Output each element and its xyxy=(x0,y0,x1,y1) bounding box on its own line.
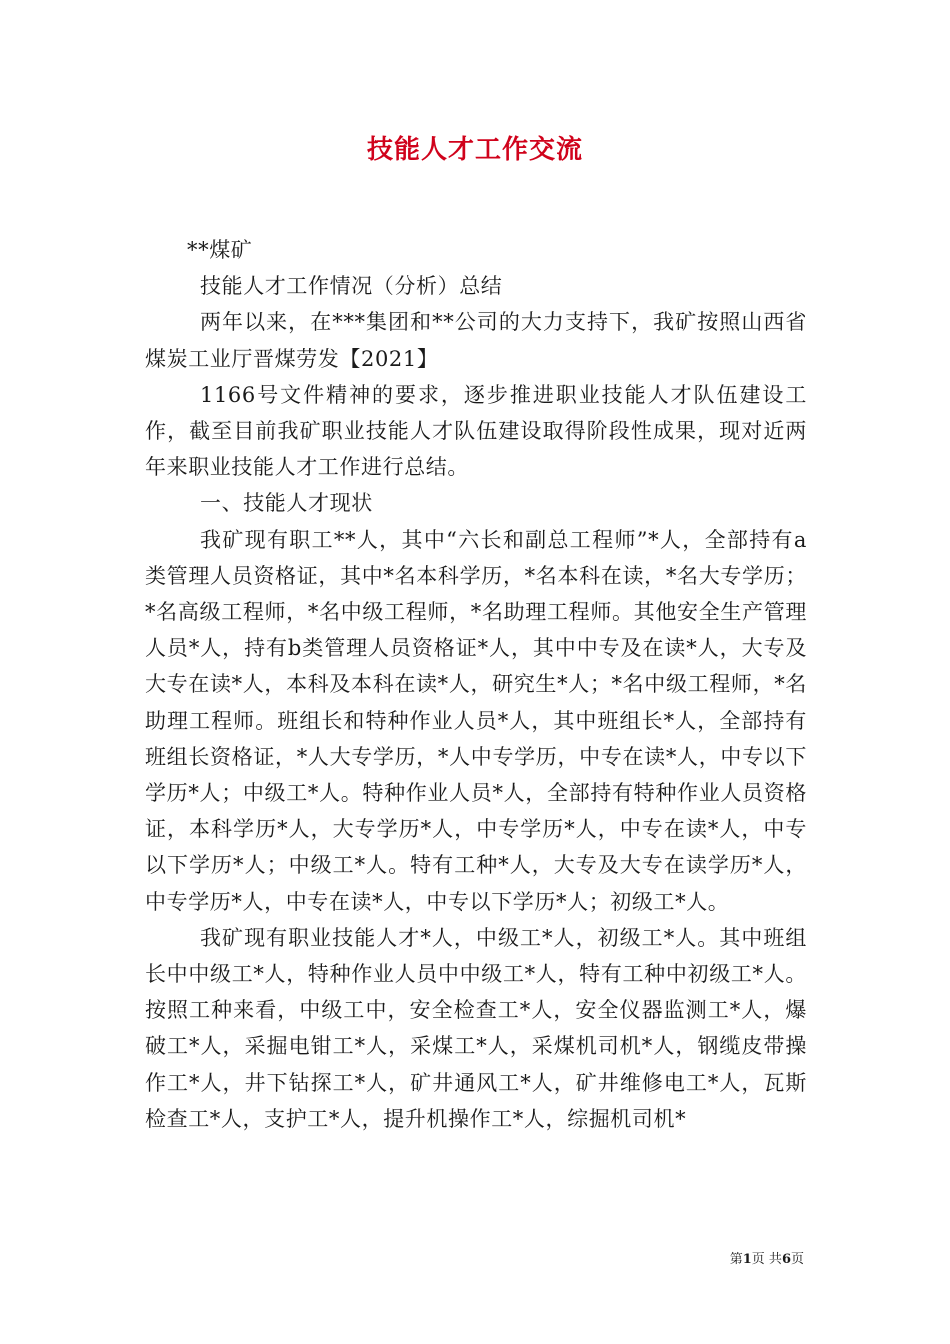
section-heading: 一、技能人才现状 xyxy=(200,491,373,516)
page-number-prefix: 第 xyxy=(729,1252,743,1267)
page-number-total: 6 xyxy=(781,1252,791,1267)
page-number xyxy=(730,1248,804,1267)
paragraph-skilled-talent: 我矿现有职业技能人才*人，中级工*人，初级工*人。其中班组长中中级工*人，特种作业人员中中级工*人，特有工种中初级工*人。按照工种来看，中级工中，安全检查工*人，安全仪器监测工*人，爆破工*人，采掘电钳工*人，采煤工*人，采煤机司机*人，钢缆皮带操作工*人，井下钻探工*人，矿井通风工*人，矿井维修电工*人，瓦斯检查工*人，支护工*人，提升机操作工*人，综掘机司机* xyxy=(145,925,807,1131)
paragraph-staff-status: 我矿现有职工**人，其中“六长和副总工程师”*人，全部持有a类管理人员资格证，其中*名本科学历，*名本科在读，*名大专学历；*名高级工程师，*名中级工程师，*名助理工程师。其他安全生产管理人员*人，持有b类管理人员资格证*人，其中中专及在读*人，大专及大专在读*人，本科及本科在读*人，研究生*人；*名中级工程师，*名助理工程师。班组长和特种作业人员*人，其中班组长*人，全部持有班组长资格证，*人大专学历，*人中专学历，中专在读*人，中专以下学历*人；中级工*人。特种作业人员*人，全部持有特种作业人员资格证，本科学历*人，大专学历*人，中专学历*人，中专在读*人，中专以下学历*人；中级工*人。特有工种*人，大专及大专在读学历*人，中专学历*人，中专在读*人，中专以下学历*人；初级工*人。 xyxy=(145,527,807,914)
page-number-middle: 页 共 xyxy=(751,1252,782,1267)
paragraph-intro-continued: 1166号文件精神的要求，逐步推进职业技能人才队伍建设工作，截至目前我矿职业技能人才队伍建设取得阶段性成果，现对近两年来职业技能人才工作进行总结。 xyxy=(145,382,807,480)
org-name: **煤矿 xyxy=(187,238,253,262)
report-subtitle: 技能人才工作情况（分析）总结 xyxy=(200,274,503,299)
document-body xyxy=(145,232,807,1137)
page-number-current: 1 xyxy=(742,1252,752,1267)
paragraph-intro: 两年以来，在***集团和**公司的大力支持下，我矿按照山西省煤炭工业厅晋煤劳发【2021】 xyxy=(145,310,807,371)
document-title: 技能人才工作交流 xyxy=(366,135,583,165)
page-number-suffix: 页 xyxy=(790,1252,804,1267)
